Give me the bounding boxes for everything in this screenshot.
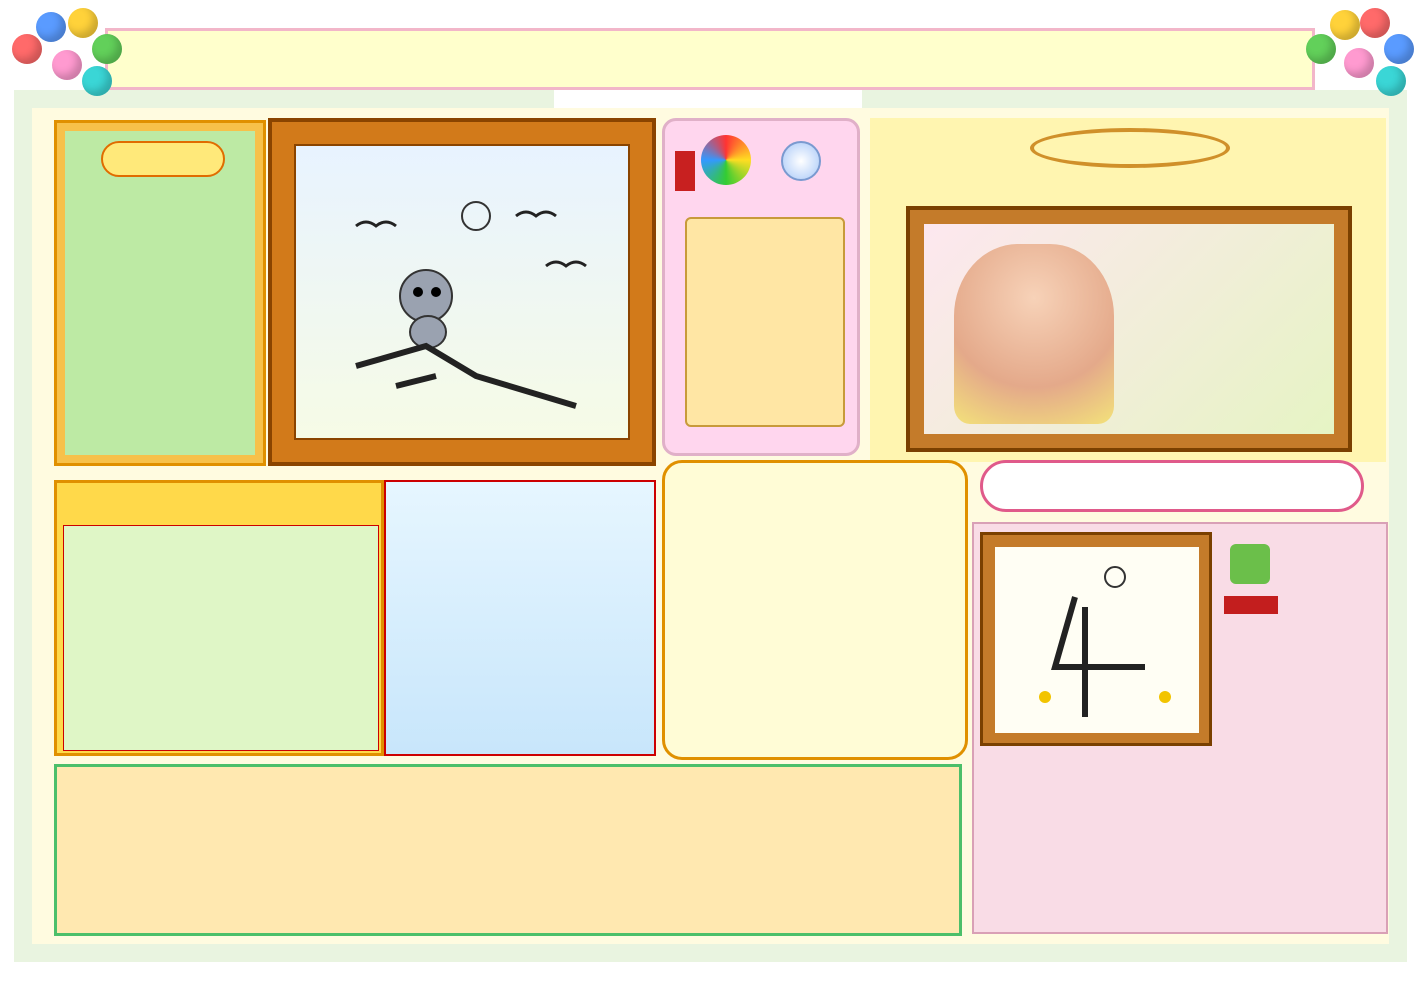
bear-scene-icon (296, 146, 632, 442)
rainbow-pot-icon (701, 135, 751, 185)
publish-body (77, 187, 249, 451)
balloons-left-icon (12, 4, 122, 104)
balloons-right-icon (1300, 4, 1416, 104)
publish-panel (54, 120, 266, 466)
scroll-body (705, 229, 833, 419)
selected-panel (662, 460, 968, 760)
logo (572, 12, 862, 108)
publish-title (101, 141, 225, 177)
frame-right (1389, 108, 1407, 944)
red-wave-panel (384, 480, 656, 756)
model-photo (954, 244, 1114, 424)
explain-body (980, 620, 1380, 930)
gates-panel (54, 764, 962, 936)
explain-badge (1224, 596, 1278, 614)
scroll-badge (675, 151, 695, 191)
wave-table (54, 480, 384, 756)
result-bar (980, 460, 1364, 512)
frame-bottom (14, 944, 1407, 962)
puzzle-picture-frame (268, 118, 656, 466)
gates (63, 773, 953, 927)
globe-icon (781, 141, 821, 181)
wave-rows (63, 563, 379, 751)
explain-badge-icon (1230, 544, 1270, 584)
poster-panel (870, 118, 1386, 462)
scroll-panel (662, 118, 860, 456)
hanger-icon (1030, 128, 1230, 168)
explain-panel (972, 522, 1388, 934)
frame-left (14, 108, 32, 944)
